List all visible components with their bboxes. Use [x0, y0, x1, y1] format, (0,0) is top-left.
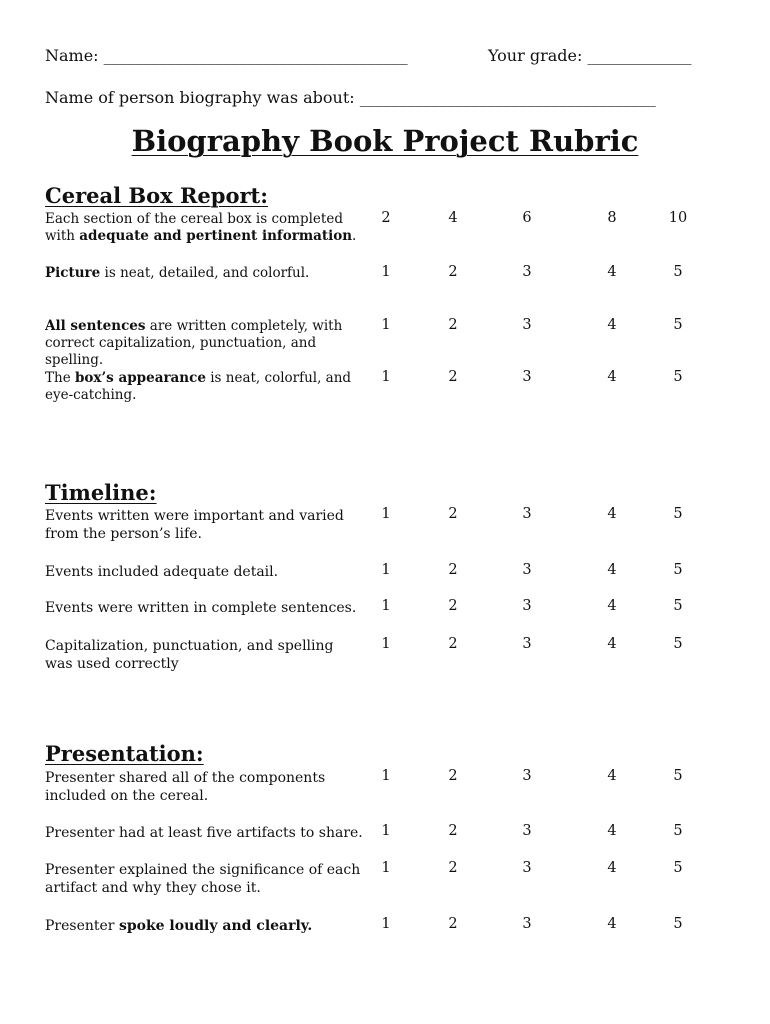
criterion-text: Events were written in complete sentences. [45, 600, 357, 616]
biography-subject-label: Name of person biography was about: _____________________________________ [45, 88, 656, 107]
score-option: 4 [448, 210, 458, 226]
score-option: 4 [607, 916, 617, 932]
score-option: 5 [673, 636, 683, 652]
criterion-text: Presenter explained the significance of each artifact and why they chose it. [45, 862, 361, 896]
score-option: 4 [607, 598, 617, 614]
score-option: 8 [607, 210, 617, 226]
criterion-text: Presenter spoke loudly and clearly. [45, 918, 313, 934]
score-option: 4 [607, 823, 617, 839]
score-option: 4 [607, 506, 617, 522]
score-option: 5 [673, 916, 683, 932]
score-option: 3 [522, 506, 532, 522]
score-option: 2 [448, 369, 458, 385]
score-option: 1 [381, 636, 391, 652]
score-option: 5 [673, 823, 683, 839]
score-option: 3 [522, 562, 532, 578]
criterion-text: All sentences are written completely, with correct capitalization, punctuation, and spelling. [45, 318, 343, 368]
score-option: 2 [448, 636, 458, 652]
criterion-text: Capitalization, punctuation, and spelling was used correctly [45, 638, 334, 672]
score-option: 1 [381, 264, 391, 280]
score-option: 3 [522, 860, 532, 876]
score-option: 3 [522, 916, 532, 932]
score-option: 4 [607, 768, 617, 784]
section-title: Timeline: [45, 480, 157, 505]
score-option: 5 [673, 264, 683, 280]
score-option: 1 [381, 768, 391, 784]
score-option: 2 [448, 860, 458, 876]
score-option: 1 [381, 317, 391, 333]
score-option: 2 [448, 264, 458, 280]
score-option: 1 [381, 562, 391, 578]
criterion-text: Presenter shared all of the components included on the cereal. [45, 770, 326, 804]
score-option: 1 [381, 369, 391, 385]
criterion-text: Each section of the cereal box is completed with adequate and pertinent information. [45, 211, 357, 244]
score-option: 2 [448, 562, 458, 578]
score-option: 2 [448, 823, 458, 839]
score-option: 2 [448, 768, 458, 784]
score-option: 3 [522, 317, 532, 333]
score-option: 6 [522, 210, 532, 226]
score-option: 3 [522, 369, 532, 385]
name-field-label: Name: ______________________________________ [45, 46, 408, 65]
score-option: 3 [522, 264, 532, 280]
criterion-text: Presenter had at least five artifacts to share. [45, 825, 363, 841]
criterion-text: Picture is neat, detailed, and colorful. [45, 265, 310, 281]
score-option: 3 [522, 598, 532, 614]
score-option: 5 [673, 506, 683, 522]
criterion-text: Events written were important and varied from the person’s life. [45, 508, 344, 542]
score-option: 1 [381, 598, 391, 614]
score-option: 4 [607, 562, 617, 578]
score-option: 5 [673, 598, 683, 614]
score-option: 4 [607, 264, 617, 280]
score-option: 5 [673, 768, 683, 784]
score-option: 5 [673, 562, 683, 578]
score-option: 3 [522, 636, 532, 652]
section-title: Presentation: [45, 741, 204, 766]
score-option: 2 [381, 210, 391, 226]
score-option: 1 [381, 860, 391, 876]
score-option: 4 [607, 636, 617, 652]
score-option: 5 [673, 369, 683, 385]
criterion-text: The box’s appearance is neat, colorful, and eye-catching. [45, 370, 352, 403]
score-option: 4 [607, 860, 617, 876]
page-title: Biography Book Project Rubric [131, 124, 639, 158]
criterion-text: Events included adequate detail. [45, 564, 279, 580]
score-option: 2 [448, 598, 458, 614]
score-option: 2 [448, 506, 458, 522]
score-option: 3 [522, 823, 532, 839]
score-option: 3 [522, 768, 532, 784]
score-option: 5 [673, 860, 683, 876]
score-option: 4 [607, 317, 617, 333]
score-option: 2 [448, 916, 458, 932]
grade-field-label: Your grade: _____________ [488, 46, 692, 65]
score-option: 10 [668, 210, 688, 226]
score-option: 1 [381, 916, 391, 932]
score-option: 2 [448, 317, 458, 333]
score-option: 1 [381, 506, 391, 522]
score-option: 5 [673, 317, 683, 333]
score-option: 1 [381, 823, 391, 839]
score-option: 4 [607, 369, 617, 385]
section-title: Cereal Box Report: [45, 183, 269, 208]
